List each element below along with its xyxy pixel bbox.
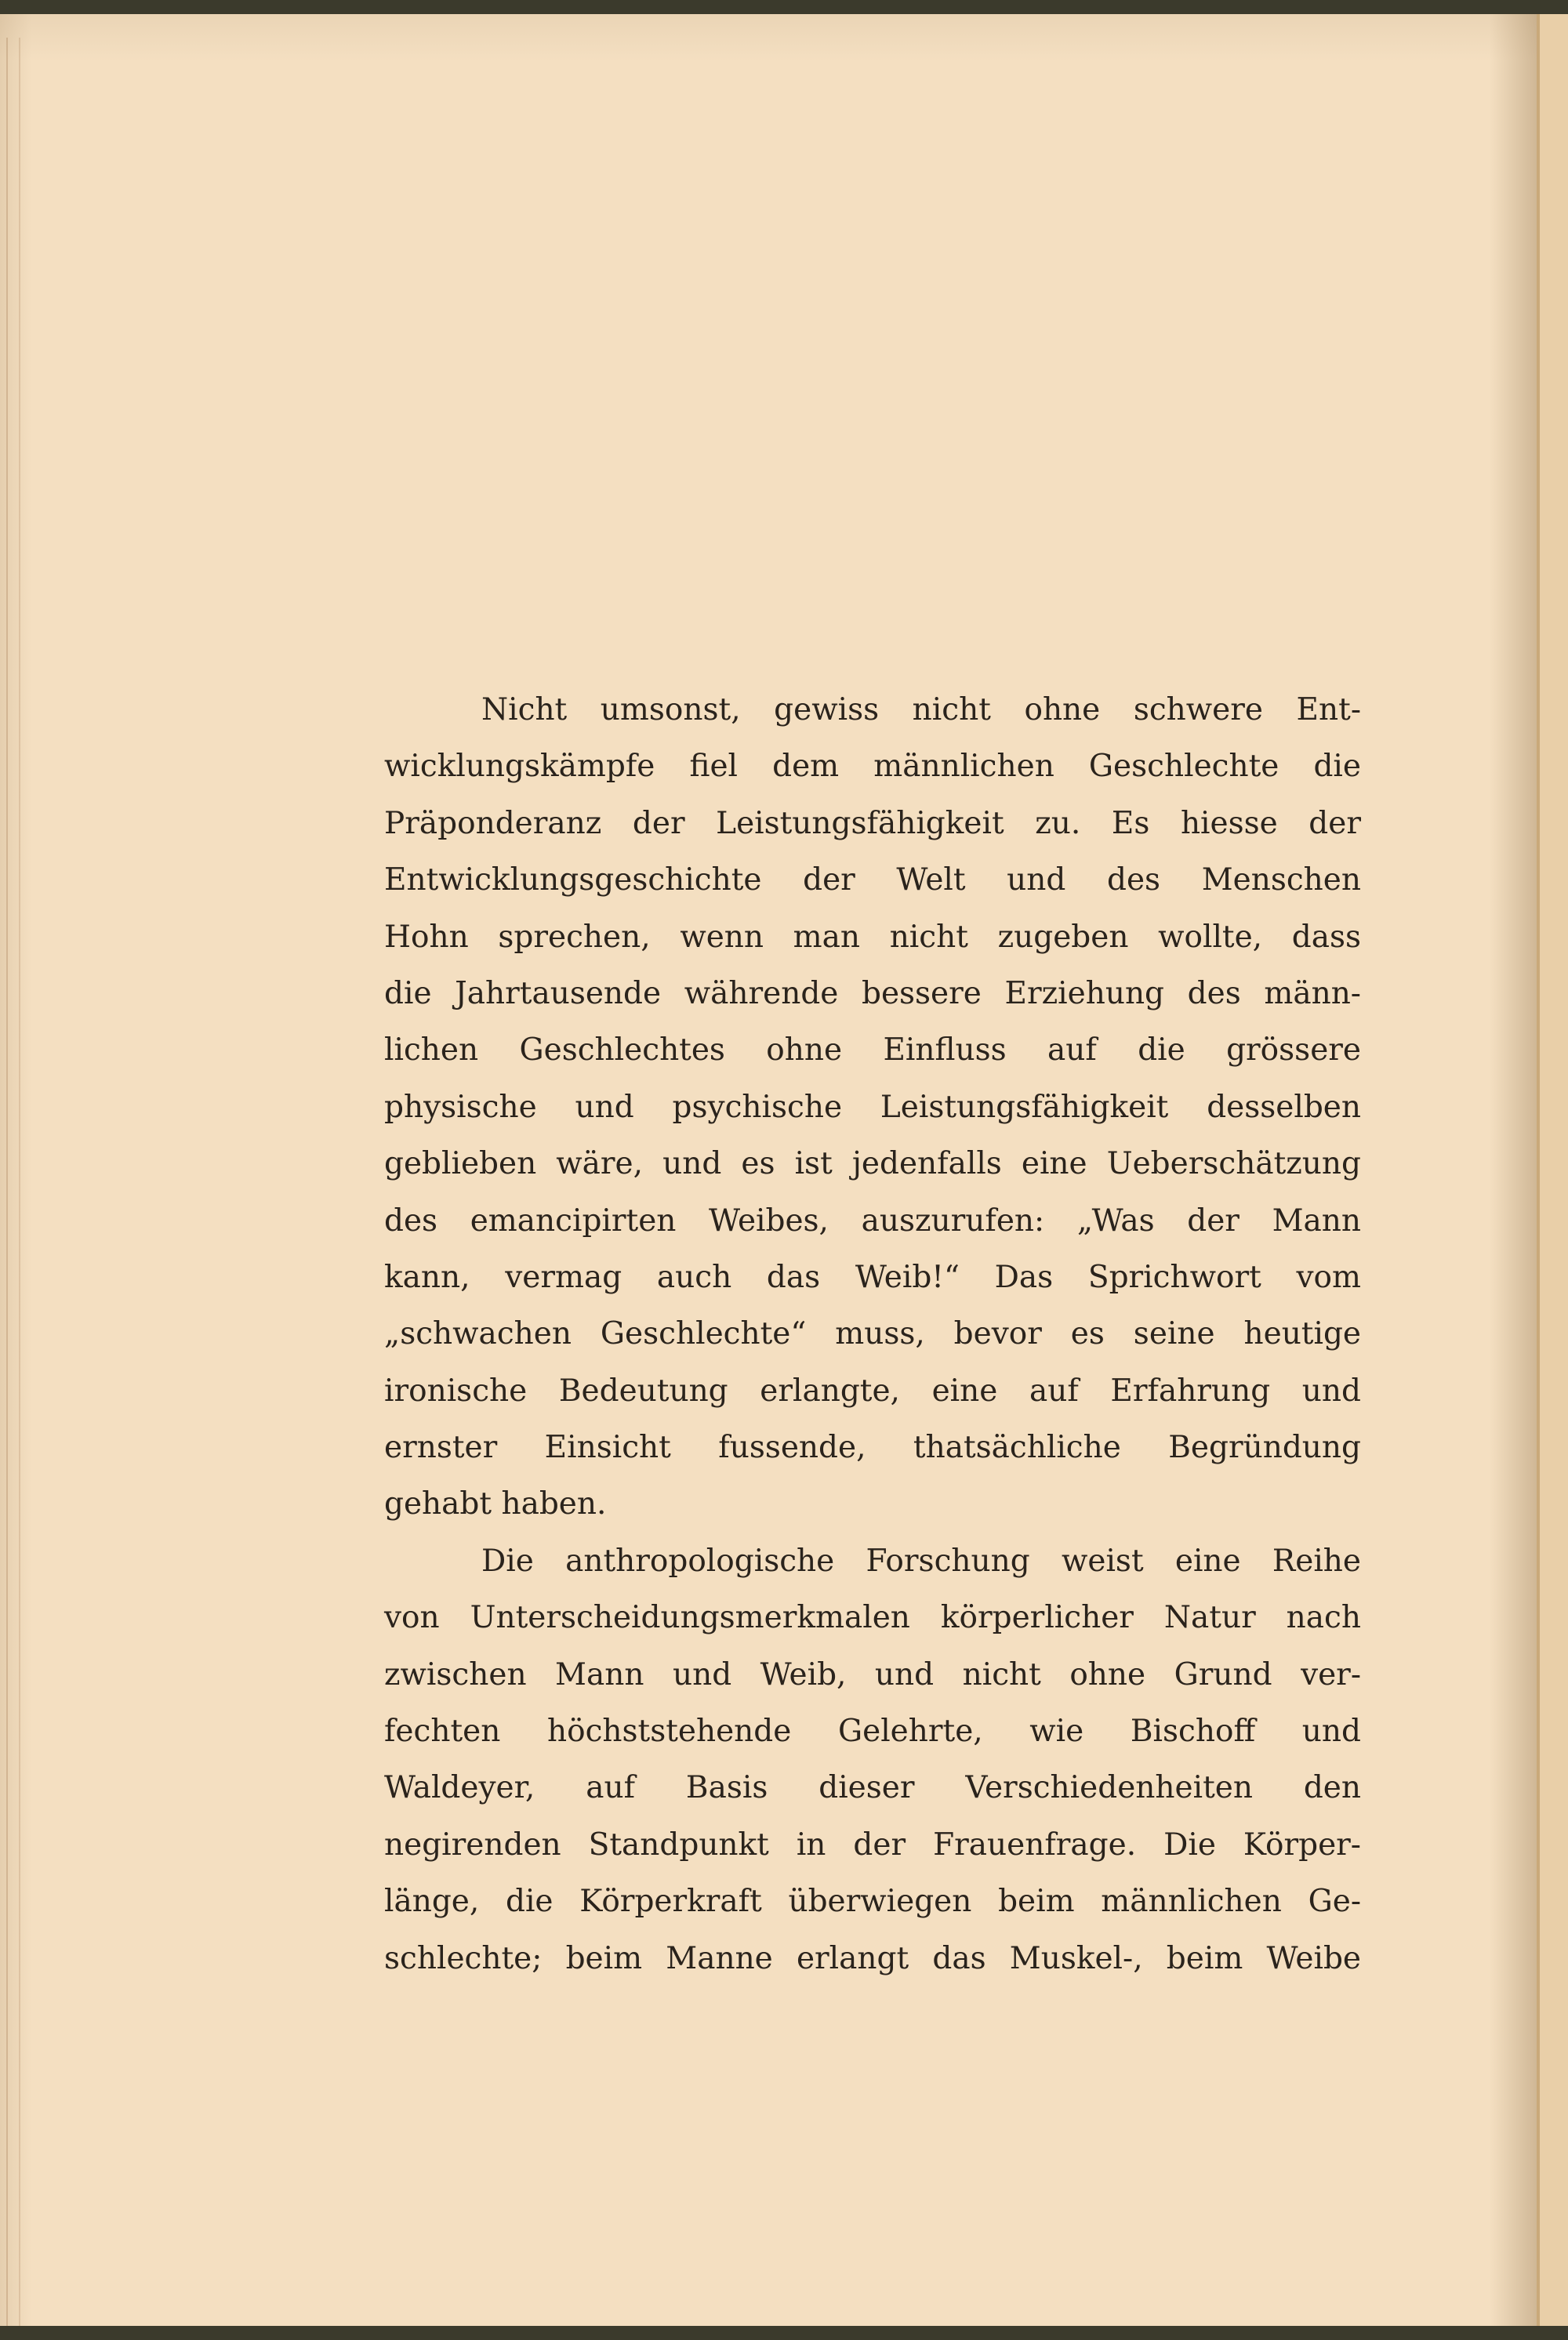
book-page bbox=[0, 14, 1537, 2327]
scan-bottom-border bbox=[0, 2326, 1568, 2340]
text-line: schlechte; beim Manne erlangt das Muskel-, beim Weibe bbox=[384, 1940, 1361, 1976]
text-line: wicklungskämpfe fiel dem männlichen Geschlechte die bbox=[384, 749, 1361, 785]
text-line: Die anthropologische Forschung weist eine Reihe bbox=[481, 1543, 1361, 1579]
text-line: kann, vermag auch das Weib!“ Das Sprichwort vom bbox=[384, 1259, 1361, 1295]
text-line: länge, die Körperkraft überwiegen beim männlichen Ge- bbox=[384, 1884, 1361, 1920]
text-line: des emancipirten Weibes, auszurufen: „Was der Mann bbox=[384, 1203, 1361, 1239]
text-line: zwischen Mann und Weib, und nicht ohne Grund ver- bbox=[384, 1656, 1361, 1692]
text-line: die Jahrtausende währende bessere Erziehung des männ- bbox=[384, 975, 1361, 1011]
text-line: ernster Einsicht fussende, thatsächliche Begründung bbox=[384, 1430, 1361, 1466]
text-line: gehabt haben. bbox=[384, 1486, 607, 1522]
text-line: ironische Bedeutung erlangte, eine auf Erfahrung und bbox=[384, 1373, 1361, 1409]
page-fore-edge bbox=[1537, 14, 1568, 2327]
text-line: lichen Geschlechtes ohne Einfluss auf die grössere bbox=[384, 1032, 1361, 1068]
text-line: fechten höchststehende Gelehrte, wie Bischoff und bbox=[384, 1714, 1361, 1750]
text-line: Waldeyer, auf Basis dieser Verschiedenheiten den bbox=[384, 1770, 1361, 1806]
paragraph bbox=[384, 1533, 1361, 1987]
paragraph bbox=[384, 682, 1361, 1533]
scan-top-border bbox=[0, 0, 1568, 16]
page-binding-edge bbox=[6, 38, 20, 2327]
text-line: Entwicklungsgeschichte der Welt und des Menschen bbox=[384, 862, 1361, 898]
text-line: Präponderanz der Leistungsfähigkeit zu. Es hiesse der bbox=[384, 805, 1361, 841]
body-text bbox=[384, 682, 1361, 1987]
text-line: physische und psychische Leistungsfähigkeit desselben bbox=[384, 1089, 1361, 1125]
text-line: „schwachen Geschlechte“ muss, bevor es seine heutige bbox=[384, 1316, 1361, 1352]
text-line: Hohn sprechen, wenn man nicht zugeben wollte, dass bbox=[384, 919, 1361, 955]
text-line: von Unterscheidungsmerkmalen körperlicher Natur nach bbox=[384, 1600, 1361, 1636]
text-line: geblieben wäre, und es ist jedenfalls eine Ueberschätzung bbox=[384, 1146, 1361, 1182]
text-line: Nicht umsonst, gewiss nicht ohne schwere Ent- bbox=[481, 692, 1361, 727]
text-line: negirenden Standpunkt in der Frauenfrage. Die Körper- bbox=[384, 1827, 1361, 1863]
